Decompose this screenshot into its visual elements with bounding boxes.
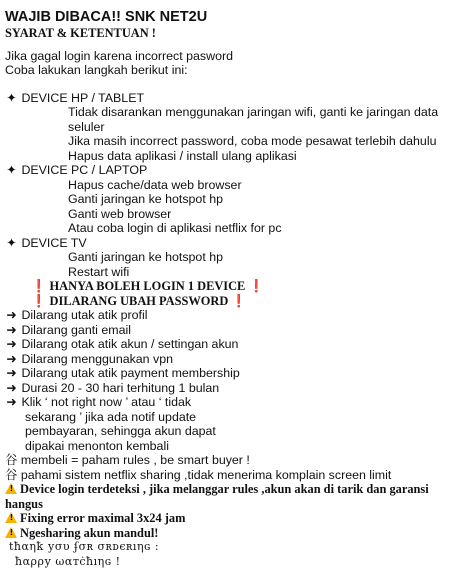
warning-no-change-password-text: DILARANG UBAH PASSWORD <box>50 294 229 308</box>
rule-item <box>5 395 452 410</box>
arrow-right-icon: ➜ <box>5 381 18 396</box>
rule-continuation: sekarang ’ jika ada notif update <box>5 410 452 425</box>
sparkle-icon: ✦ <box>5 163 18 178</box>
sparkle-icon: ✦ <box>5 91 18 106</box>
arrow-right-icon: ➜ <box>5 337 18 352</box>
alert-fixing-error-text: Fixing error maximal 3x24 jam <box>20 511 185 525</box>
pc-item-3: Ganti web browser <box>5 207 452 222</box>
arrow-right-icon: ➜ <box>5 323 18 338</box>
exclamation-icon: ❗ <box>31 293 46 308</box>
section-hp-heading <box>5 91 452 106</box>
section-pc-title: DEVICE PC / LAPTOP <box>21 163 147 177</box>
rule-continuation: pembayaran, sehingga akun dapat <box>5 424 452 439</box>
rule-item <box>5 308 452 323</box>
rule-continuation: dipakai menonton kembali <box>5 439 452 454</box>
hp-item-2: Jika masih incorrect password, coba mode pesawat terlebih dahulu <box>5 134 452 149</box>
page-title: WAJIB DIBACA!! SNK NET2U <box>5 9 452 26</box>
rule-text: Klik ‘ not right now ’ atau ‘ tidak <box>21 395 191 409</box>
arrow-right-icon: ➜ <box>5 366 18 381</box>
rule-text: Dilarang otak atik akun / settingan akun <box>21 337 238 351</box>
tv-item-1: Ganti jaringan ke hotspot hp <box>5 250 452 265</box>
rule-text: Durasi 20 - 30 hari terhitung 1 bulan <box>21 381 219 395</box>
closing-happy-watching: ħαρρу ωαтċħıηɢ ! <box>5 555 452 569</box>
rule-text: Dilarang ganti email <box>21 323 131 337</box>
intro-line-1: Jika gagal login karena incorrect pasword <box>5 49 452 64</box>
alert-device-detected-text: Device login terdeteksi , jika melanggar rules ,akun akan di tarik dan garansi hangus <box>5 482 429 511</box>
note-text: pahami sistem netflix sharing ,tidak menerima komplain screen limit <box>21 468 392 482</box>
warning-icon <box>5 527 18 538</box>
exclamation-icon: ❗ <box>31 278 46 293</box>
rule-item <box>5 366 452 381</box>
section-tv-title: DEVICE TV <box>21 236 86 250</box>
pc-item-4: Atau coba login di aplikasi netflix for pc <box>5 221 452 236</box>
rule-item <box>5 337 452 352</box>
page-subtitle: SYARAT & KETENTUAN ! <box>5 26 452 41</box>
alert-device-detected <box>5 482 452 511</box>
exclamation-icon: ❗ <box>231 293 246 308</box>
note-line <box>5 453 452 468</box>
spacer <box>5 78 452 91</box>
rule-item <box>5 352 452 367</box>
alert-ngesharing <box>5 526 452 541</box>
arrow-right-icon: ➜ <box>5 395 18 410</box>
sparkle-icon: ✦ <box>5 236 18 251</box>
intro-line-2: Coba lakukan langkah berikut ini: <box>5 63 452 78</box>
hp-item-1: Tidak disarankan menggunakan jaringan wifi, ganti ke jaringan data seluler <box>5 105 452 134</box>
exclamation-icon: ❗ <box>248 278 263 293</box>
rule-text: Dilarang menggunakan vpn <box>21 352 173 366</box>
valley-glyph-icon: 谷 <box>5 467 17 482</box>
arrow-right-icon: ➜ <box>5 352 18 367</box>
note-text: membeli = paham rules , be smart buyer ! <box>21 453 250 467</box>
pc-item-1: Hapus cache/data web browser <box>5 178 452 193</box>
warning-one-device <box>5 279 452 294</box>
valley-glyph-icon: 谷 <box>5 452 17 467</box>
spacer <box>5 41 452 49</box>
rule-item <box>5 381 452 396</box>
section-hp-title: DEVICE HP / TABLET <box>21 91 144 105</box>
warning-one-device-text: HANYA BOLEH LOGIN 1 DEVICE <box>50 279 246 293</box>
section-tv-heading <box>5 236 452 251</box>
warning-icon <box>5 483 18 494</box>
rule-item <box>5 323 452 338</box>
section-pc-heading <box>5 163 452 178</box>
alert-fixing-error <box>5 511 452 526</box>
hp-item-3: Hapus data aplikasi / install ulang aplikasi <box>5 149 452 164</box>
arrow-right-icon: ➜ <box>5 308 18 323</box>
pc-item-2: Ganti jaringan ke hotspot hp <box>5 192 452 207</box>
alert-ngesharing-text: Ngesharing akun mandul! <box>20 526 158 540</box>
warning-icon <box>5 512 18 523</box>
note-line <box>5 468 452 483</box>
warning-no-change-password <box>5 294 452 309</box>
tv-item-2: Restart wifi <box>5 265 452 280</box>
rule-text: Dilarang utak atik profil <box>21 308 147 322</box>
closing-thanks: tħαηҟ уσυ ʄσʀ σʀᴅєʀıηɢ : <box>5 540 452 555</box>
rule-text: Dilarang utak atik payment membership <box>21 366 239 380</box>
